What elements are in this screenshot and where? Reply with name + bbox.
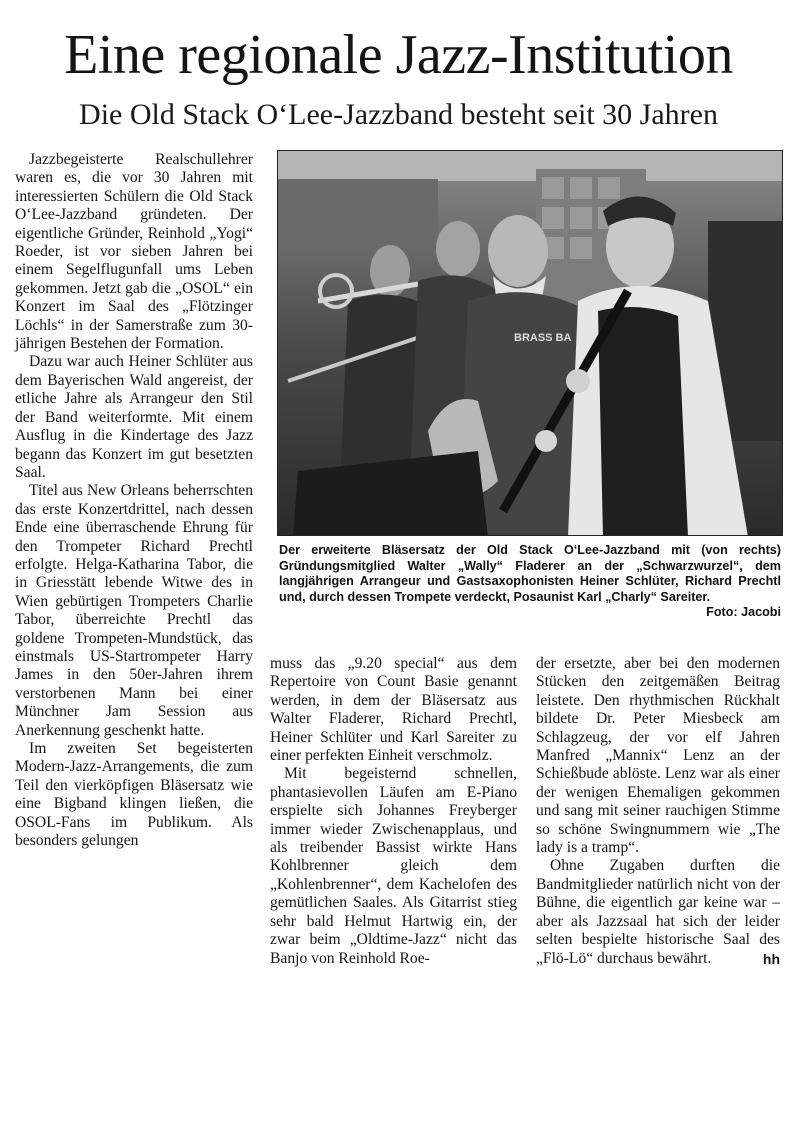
paragraph: Mit begeisternd schnellen, phantasievollen Läufen am E-Piano erspielte sich Johannes Freyberger immer wieder Zwischenapplaus, und als treibender Bassist wirkte Hans Kohlbrenner gleich dem „Kohlenbrenner“, dem Kachelofen des gemütlichen Saales. Als Gitarrist stieg sehr bald Helmut Hartwig ein, der zwar beim „Oldtime-Jazz“ nicht das Banjo von Reinhold Roe-	[270, 765, 517, 967]
band-photo-image	[278, 151, 783, 536]
paragraph: Im zweiten Set begeisterten Modern-Jazz-Arrangements, die zum Teil den vierköpfigen Bläsersatz wie eine Bigband klingen ließen, die OSOL-Fans im Publikum. Als besonders gelungen	[15, 740, 253, 850]
paragraph: der ersetzte, aber bei den modernen Stücken den zeitgemäßen Beitrag leistete. Den rhythmischen Rückhalt bildete Dr. Peter Miesbeck am Schlagzeug, der vor elf Jahren Manfred „Mannix“ Lenz an der Schießbude ablöste. Lenz war als einer der wenigen Ehemaligen gekommen und sang mit seiner rauchigen Stimme so schöne Swingnummern wie „The lady is a tramp“.	[536, 655, 780, 857]
paragraph: Jazzbegeisterte Realschullehrer waren es, die vor 30 Jahren mit interessierten Schülern die Old Stack O‘Lee-Jazzband gründeten. Der eigentliche Gründer, Reinhold „Yogi“ Roeder, ist vor sieben Jahren bei einem Segelflugunfall ums Leben gekommen. Jetzt gab die „OSOL“ ein Konzert im Saal des „Flötzinger Löchls“ in der Samerstraße zum 30-jährigen Bestehen der Formation.	[15, 151, 253, 353]
photo-credit: Foto: Jacobi	[706, 605, 781, 620]
article-column-3	[536, 655, 780, 968]
paragraph: muss das „9.20 special“ aus dem Repertoire von Count Basie genannt werden, in dem der Bläsersatz aus Walter Fladerer, Richard Prechtl, Heiner Schlüter und Karl Sareiter zu einer perfekten Einheit verschmolz.	[270, 655, 517, 765]
author-signature: hh	[762, 950, 780, 967]
paragraph-text: Ohne Zugaben durften die Bandmitglieder natürlich nicht von der Bühne, die eigentlich gar keine war – aber als Jazzsaal hat sich der leider selten bespielte historische Saal des „Flö-Lö“ durchaus bewährt.	[536, 857, 780, 967]
paragraph: Titel aus New Orleans beherrschten das erste Konzertdrittel, nach dessen Ende eine überraschende Ehrung für den Trompeter Richard Prechtl erfolgte. Helga-Katharina Tabor, die in Griesstätt lebende Witwe des in Wien gebürtigen Trompeters Charlie Tabor, überreichte Prechtl das goldene Trompeten-Mundstück, das einstmals US-Startrompeter Harry James in den 50er-Jahren ihrem verstorbenen Mann bei einer Münchner Jam Session aus Anerkennung geschenkt hatte.	[15, 482, 253, 739]
paragraph	[536, 857, 780, 967]
photo-caption	[279, 543, 781, 621]
band-photo	[277, 150, 783, 536]
caption-text: Der erweiterte Bläsersatz der Old Stack O‘Lee-Jazzband mit (von rechts) Gründungsmitglied Walter „Wally“ Fladerer an der „Schwarzwurzel“, dem langjährigen Arrangeur und Gastsaxophonisten Heiner Schlüter, Richard Prechtl und, durch dessen Trompete verdeckt, Posaunist Karl „Charly“ Sareiter.	[279, 543, 781, 604]
shirt-text: BRASS BA	[514, 332, 572, 344]
subheadline: Die Old Stack O‘Lee-Jazzband besteht seit 30 Jahren	[79, 98, 718, 131]
headline: Eine regionale Jazz-Institution	[64, 24, 733, 86]
article-column-1	[15, 151, 253, 850]
article-column-2	[270, 655, 517, 968]
paragraph: Dazu war auch Heiner Schlüter aus dem Bayerischen Wald angereist, der etliche Jahre als Arrangeur den Stil der Band weiterformte. Mit einem Ausflug in die Kindertage des Jazz begann das Konzert im gut besetzten Saal.	[15, 353, 253, 481]
